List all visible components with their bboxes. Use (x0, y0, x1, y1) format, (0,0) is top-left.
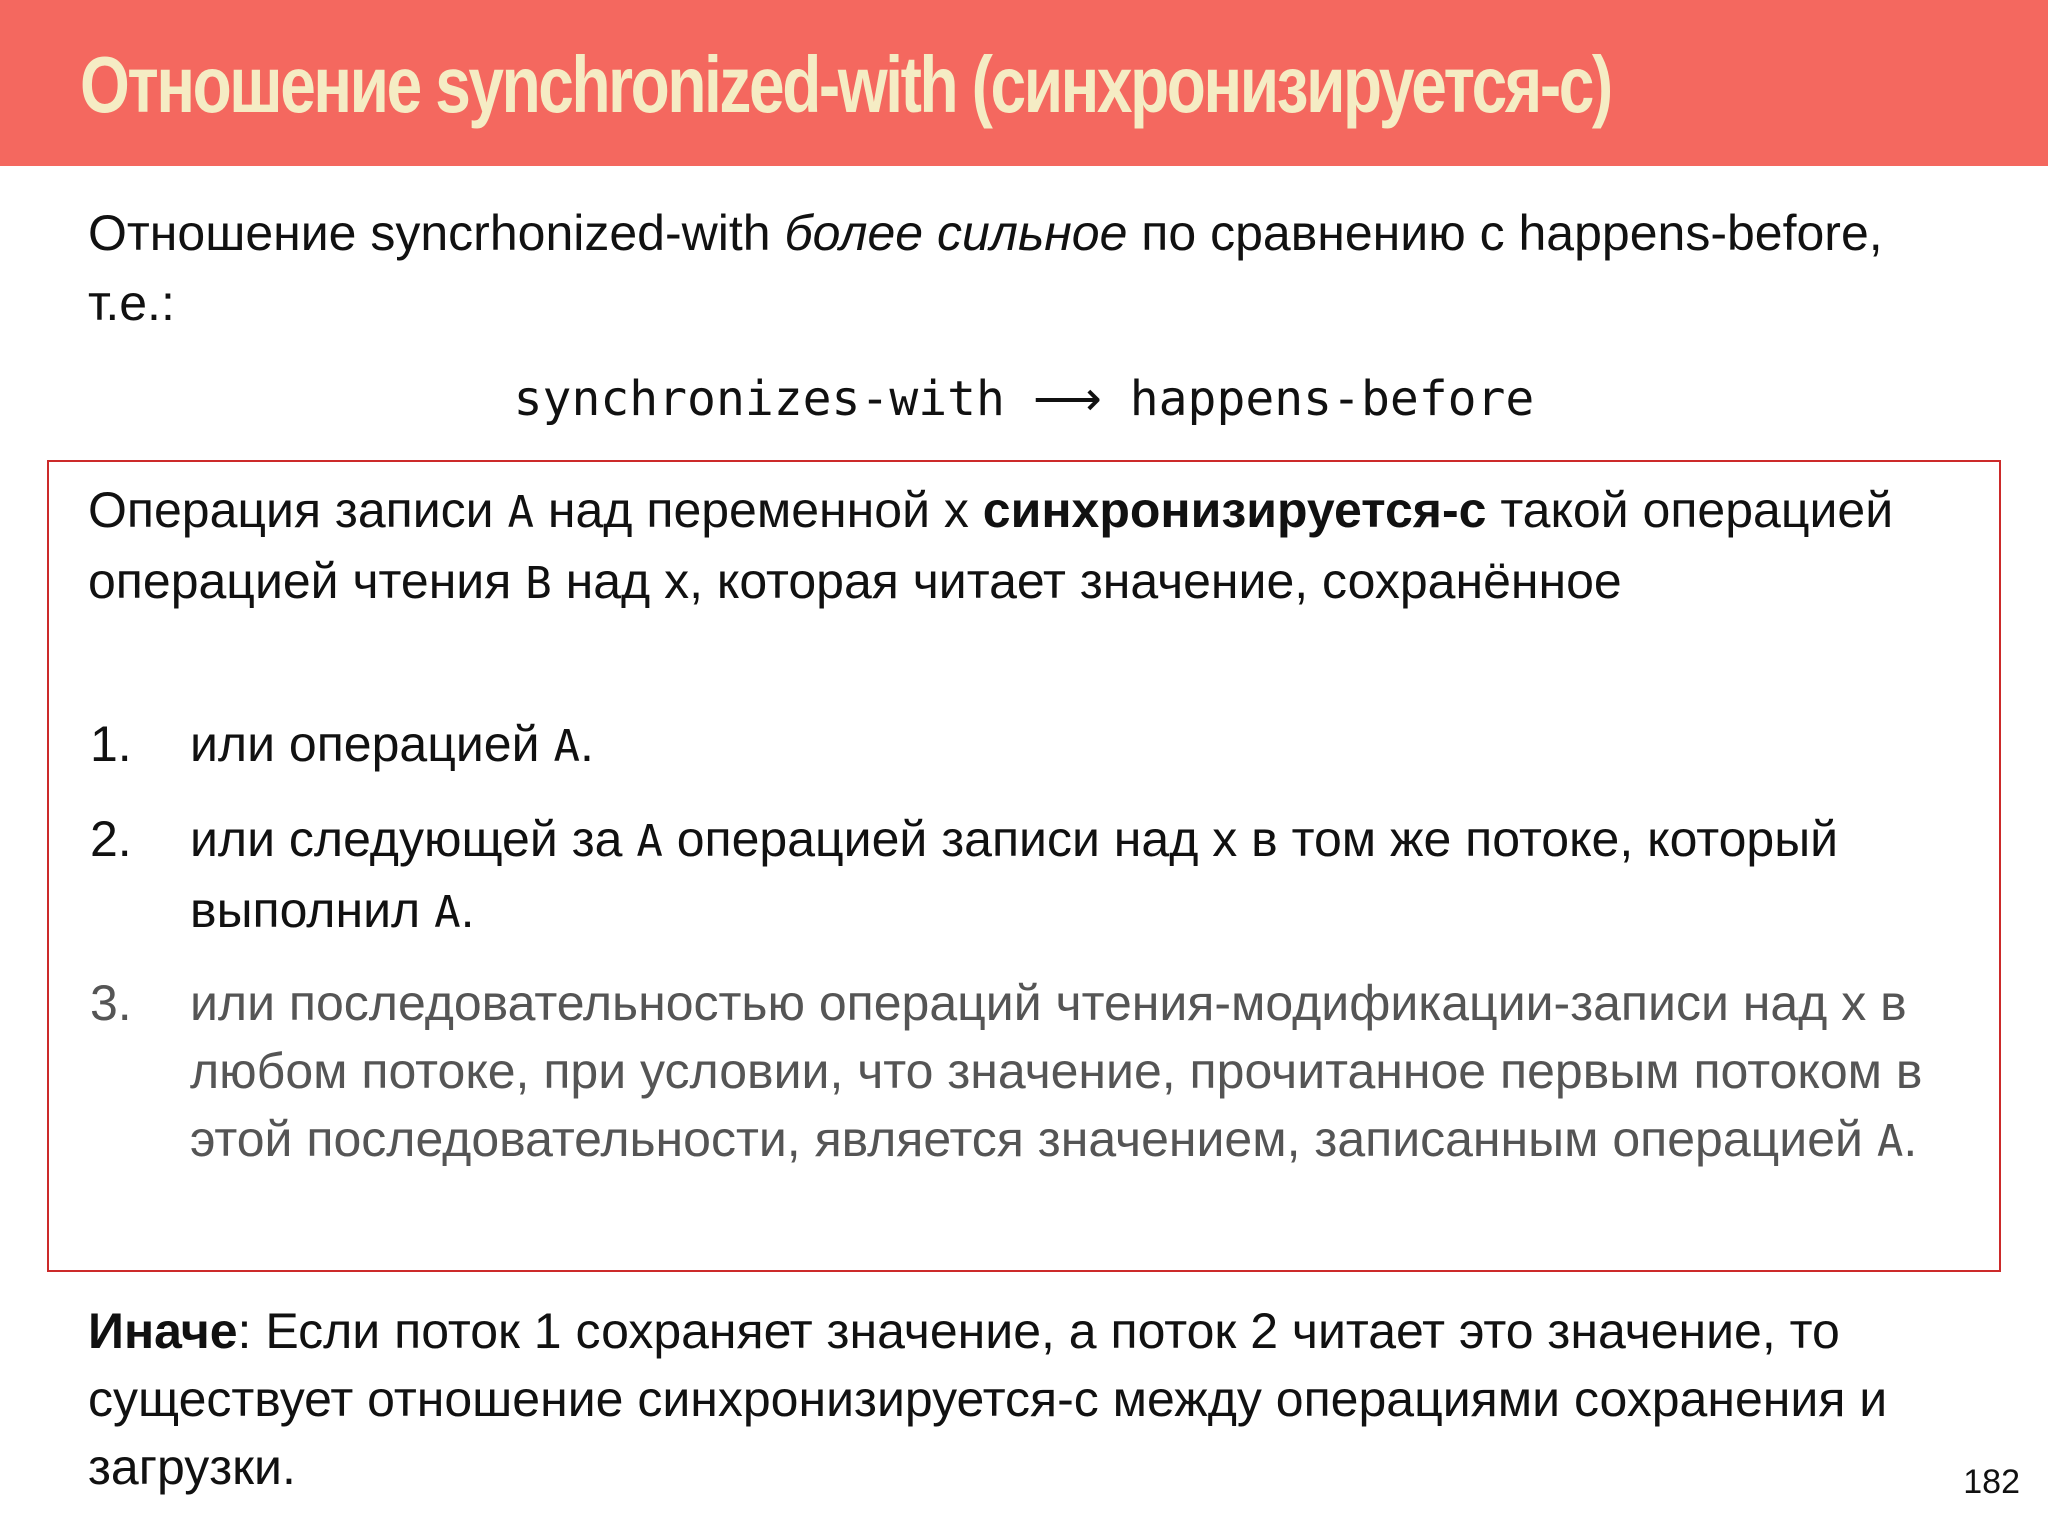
list-item-1 (88, 710, 1968, 781)
intro-emphasis: более сильное (784, 205, 1128, 261)
list-item-2 (88, 805, 1968, 947)
arrow-icon: ⟶ (1032, 371, 1102, 427)
otherwise-text: : Если поток 1 сохраняет значение, а поток 2 читает это значение, то существует отношение синхронизируется-с между операциями сохранения и загрузки. (88, 1303, 1888, 1495)
list-2-op: A (636, 816, 663, 867)
formula-left: synchronizes-with (513, 371, 1005, 427)
def-bold-term: синхронизируется-с (982, 482, 1487, 538)
list-2-op-2: A (434, 887, 461, 938)
intro-paragraph (88, 198, 1968, 338)
page-number: 182 (1963, 1463, 2020, 1501)
def-text-1: Операция записи (88, 482, 508, 538)
slide-header (0, 0, 2048, 166)
definition-text (88, 476, 1968, 618)
list-3-op: A (1876, 1116, 1904, 1167)
list-3-text-1: или последовательностью операций чтения-модификации-записи над x в любом потоке, при условии, что значение, прочитанное первым потоком в этой последовательности, является значением, записанным операцией (190, 975, 1923, 1167)
def-op-a: A (507, 487, 534, 538)
otherwise-bold: Иначе (88, 1303, 238, 1359)
list-3-text-2: . (1903, 1111, 1918, 1167)
slide-title: Отношение synchronized-with (синхронизируется-с) (80, 40, 1611, 129)
list-number-2: 2. (90, 811, 132, 867)
list-2-text-2: операцией записи над x в том же потоке, который выполнил (190, 811, 1839, 938)
def-text-4: над x, которая читает значение, сохранённое (551, 553, 1622, 609)
list-1-op: A (553, 721, 580, 772)
list-2-text-1: или следующей за (190, 811, 637, 867)
def-op-b: B (525, 558, 552, 609)
intro-text-1: Отношение syncrhonized-with (88, 205, 785, 261)
list-number-3: 3. (90, 975, 132, 1031)
formula (0, 364, 2048, 434)
intro-text-2: по сравнению с happens-before, т.е.: (88, 205, 1883, 331)
list-1-text-1: или операцией (190, 716, 554, 772)
otherwise-paragraph (88, 1297, 1968, 1501)
def-text-2: над переменной x (533, 482, 983, 538)
list-number-1: 1. (90, 716, 132, 772)
list-1-text-2: . (579, 716, 594, 772)
list-2-text-3: . (460, 882, 475, 938)
list-body-1 (190, 710, 1968, 781)
formula-right: happens-before (1129, 371, 1535, 427)
def-text-3: такой операцией операцией чтения (88, 482, 1894, 609)
list-body-2 (190, 805, 1968, 947)
list-body-3 (190, 969, 1968, 1176)
list-item-3 (88, 969, 1968, 1176)
